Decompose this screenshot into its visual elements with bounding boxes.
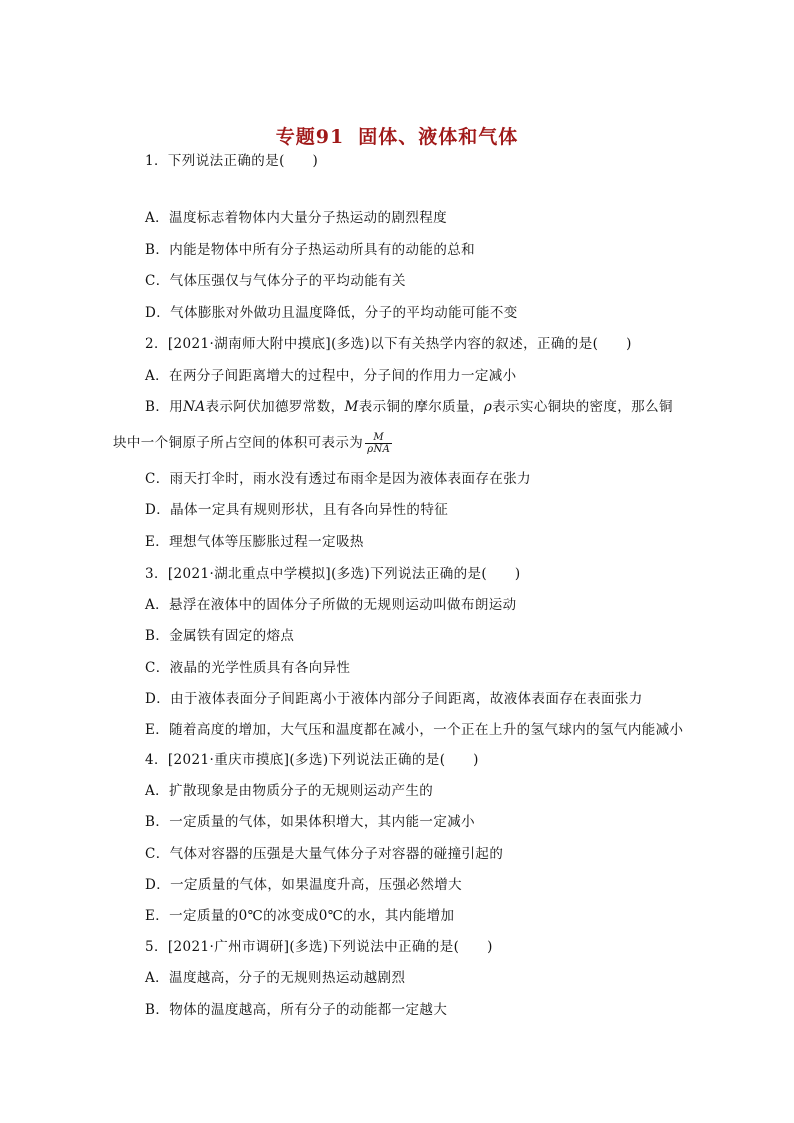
symbol-rho: ρ bbox=[483, 399, 493, 415]
q3-option-a: A．悬浮在液体中的固体分子所做的无规则运动叫做布朗运动 bbox=[145, 597, 517, 613]
q2b-text-4: 表示实心铜块的密度，那么铜 bbox=[492, 399, 673, 415]
q2b-text-1: B．用 bbox=[145, 399, 184, 415]
q2-option-b-cont bbox=[113, 432, 392, 455]
q5-stem: 5．[2021·广州市调研](多选)下列说法中正确的是( ) bbox=[145, 939, 493, 955]
q3-option-e: E．随着高度的增加，大气压和温度都在减小，一个正在上升的氢气球内的氢气内能减小 bbox=[145, 722, 684, 738]
title-topic: 专题91 bbox=[275, 126, 345, 148]
q1-option-c: C．气体压强仅与气体分子的平均动能有关 bbox=[145, 273, 406, 289]
fraction-numerator: M bbox=[365, 432, 392, 444]
q1-option-b: B．内能是物体中所有分子热运动所具有的动能的总和 bbox=[145, 242, 476, 258]
q4-option-d: D．一定质量的气体，如果温度升高，压强必然增大 bbox=[145, 877, 463, 893]
q1-option-d: D．气体膨胀对外做功且温度降低，分子的平均动能可能不变 bbox=[145, 305, 518, 321]
symbol-m: M bbox=[344, 399, 359, 415]
symbol-na: NA bbox=[183, 399, 206, 415]
q4-stem: 4．[2021·重庆市摸底](多选)下列说法正确的是( ) bbox=[145, 752, 479, 768]
page-title bbox=[0, 122, 794, 149]
q2-option-a: A．在两分子间距离增大的过程中，分子间的作用力一定减小 bbox=[145, 368, 517, 384]
q5-option-a: A．温度越高，分子的无规则热运动越剧烈 bbox=[145, 970, 406, 986]
q2b-text-2: 表示阿伏加德罗常数， bbox=[205, 399, 345, 415]
q2-option-b bbox=[145, 398, 673, 416]
q2-option-e: E．理想气体等压膨胀过程一定吸热 bbox=[145, 534, 364, 550]
title-name: 固体、液体和气体 bbox=[358, 126, 519, 148]
q3-option-d: D．由于液体表面分子间距离小于液体内部分子间距离，故液体表面存在表面张力 bbox=[145, 691, 643, 707]
q2b-text-3: 表示铜的摩尔质量， bbox=[358, 399, 484, 415]
q4-option-a: A．扩散现象是由物质分子的无规则运动产生的 bbox=[145, 783, 434, 799]
q2-option-c: C．雨天打伞时，雨水没有透过布雨伞是因为液体表面存在张力 bbox=[145, 471, 532, 487]
fraction-denominator: ρNA bbox=[367, 444, 391, 455]
q1-option-a: A．温度标志着物体内大量分子热运动的剧烈程度 bbox=[145, 210, 448, 226]
q2-option-d: D．晶体一定具有规则形状，且有各向异性的特征 bbox=[145, 502, 449, 518]
q5-option-b: B．物体的温度越高，所有分子的动能都一定越大 bbox=[145, 1002, 448, 1018]
q3-stem: 3．[2021·湖北重点中学模拟](多选)下列说法正确的是( ) bbox=[145, 566, 521, 582]
q4-option-b: B．一定质量的气体，如果体积增大，其内能一定减小 bbox=[145, 814, 476, 830]
q3-option-c: C．液晶的光学性质具有各向异性 bbox=[145, 660, 351, 676]
q2-stem: 2．[2021·湖南师大附中摸底](多选)以下有关热学内容的叙述，正确的是( ) bbox=[145, 336, 632, 352]
q2b-cont-text: 块中一个铜原子所占空间的体积可表示为 bbox=[113, 435, 364, 451]
volume-fraction bbox=[365, 432, 392, 455]
q4-option-c: C．气体对容器的压强是大量气体分子对容器的碰撞引起的 bbox=[145, 846, 504, 862]
q3-option-b: B．金属铁有固定的熔点 bbox=[145, 628, 295, 644]
q4-option-e: E．一定质量的0℃的冰变成0℃的水，其内能增加 bbox=[145, 908, 455, 924]
q1-stem: 1．下列说法正确的是( ) bbox=[145, 153, 319, 169]
